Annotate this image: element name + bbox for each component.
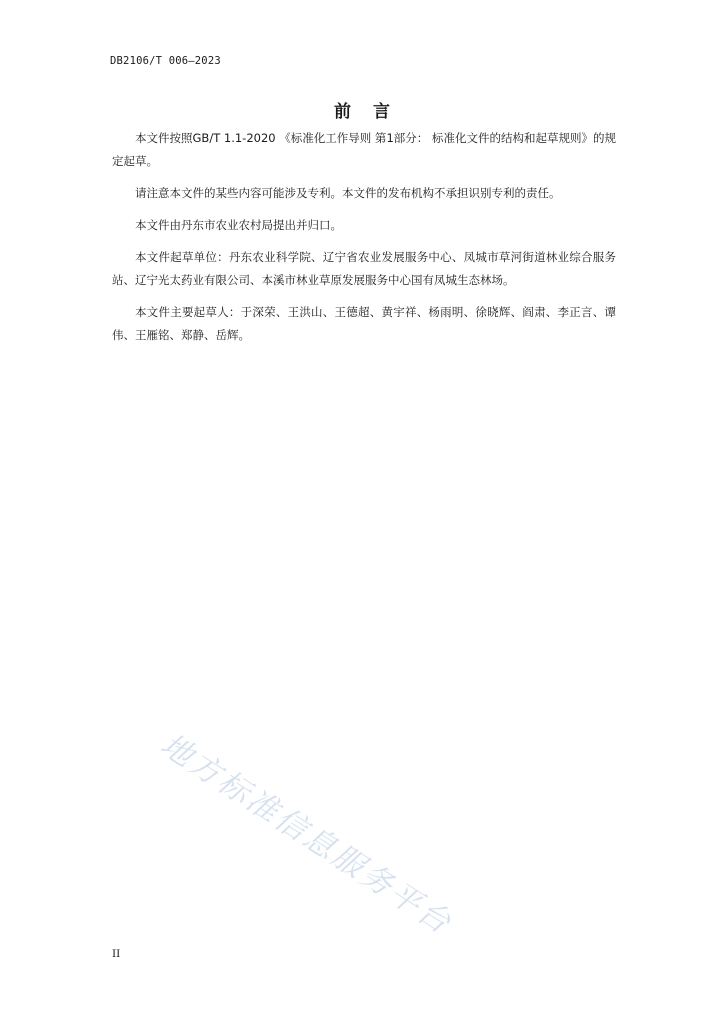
paragraph-patent-notice: 请注意本文件的某些内容可能涉及专利。本文件的发布机构不承担识别专利的责任。 [135, 186, 561, 200]
document-id: DB2106/T 006—2023 [110, 55, 221, 67]
foreword-body [112, 127, 616, 356]
paragraph-drafters: 本文件主要起草人：于深荣、王洪山、王德超、黄宇祥、杨雨明、徐晓辉、阎肃、李正言、谭伟、王雁铭、郑静、岳辉。 [112, 305, 616, 342]
paragraph-drafting-rules: 本文件按照GB/T 1.1-2020 《标准化工作导则 第1部分： 标准化文件的结构和起草规则》的规定起草。 [112, 131, 616, 168]
page-title: 前言 [334, 102, 412, 122]
paragraph-drafting-units: 本文件起草单位：丹东农业科学院、辽宁省农业发展服务中心、凤城市草河街道林业综合服务站、辽宁光太药业有限公司、本溪市林业草原发展服务中心国有凤城生态林场。 [112, 250, 616, 287]
watermark: 地方标准信息服务平台 [154, 726, 459, 943]
page-number: II [112, 948, 121, 960]
paragraph-proposer: 本文件由丹东市农业农村局提出并归口。 [135, 218, 342, 232]
